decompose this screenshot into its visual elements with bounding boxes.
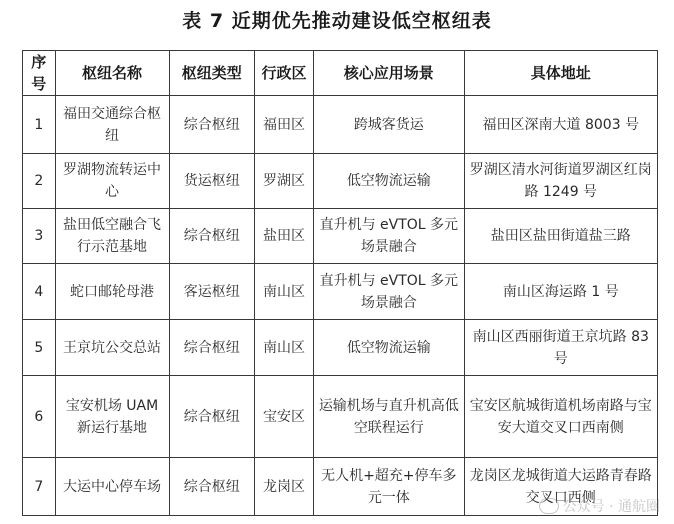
- cell-no: 4: [23, 264, 56, 320]
- cell-no: 2: [23, 154, 56, 209]
- cell-scene: 无人机+超充+停车多元一体: [314, 458, 465, 516]
- cell-address: 南山区西丽街道王京坑路 83 号: [464, 320, 657, 376]
- header-name: 枢纽名称: [55, 51, 169, 96]
- table-row: [23, 320, 658, 376]
- cell-type: 客运枢纽: [169, 264, 254, 320]
- header-type: 枢纽类型: [169, 51, 254, 96]
- cell-scene: 跨城客货运: [314, 96, 465, 154]
- cell-type: 综合枢纽: [169, 96, 254, 154]
- cell-scene: 低空物流运输: [314, 320, 465, 376]
- cell-address: 福田区深南大道 8003 号: [464, 96, 657, 154]
- cell-type: 货运枢纽: [169, 154, 254, 209]
- table-row: [23, 209, 658, 264]
- header-no: 序号: [23, 51, 56, 96]
- cell-district: 罗湖区: [255, 154, 314, 209]
- hub-table: [22, 50, 658, 516]
- cell-no: 1: [23, 96, 56, 154]
- cell-name: 盐田低空融合飞行示范基地: [55, 209, 169, 264]
- cell-district: 南山区: [255, 264, 314, 320]
- table-row: [23, 154, 658, 209]
- cell-district: 盐田区: [255, 209, 314, 264]
- cell-address: 罗湖区清水河街道罗湖区红岗路 1249 号: [464, 154, 657, 209]
- table-row: [23, 458, 658, 516]
- cell-scene: 运输机场与直升机高低空联程运行: [314, 376, 465, 458]
- cell-no: 6: [23, 376, 56, 458]
- cell-name: 宝安机场 UAM 新运行基地: [55, 376, 169, 458]
- cell-scene: 直升机与 eVTOL 多元场景融合: [314, 264, 465, 320]
- cell-name: 福田交通综合枢纽: [55, 96, 169, 154]
- watermark-text: 公众号 · 通航圈: [562, 499, 660, 515]
- cell-address: 龙岗区龙城街道大运路青春路交叉口西侧: [464, 458, 657, 516]
- cell-district: 南山区: [255, 320, 314, 376]
- cell-name: 大运中心停车场: [55, 458, 169, 516]
- cell-type: 综合枢纽: [169, 458, 254, 516]
- cell-district: 宝安区: [255, 376, 314, 458]
- table-header-row: [23, 51, 658, 96]
- cell-district: 龙岗区: [255, 458, 314, 516]
- table-row: [23, 376, 658, 458]
- cell-type: 综合枢纽: [169, 376, 254, 458]
- table-row: [23, 264, 658, 320]
- header-scene: 核心应用场景: [314, 51, 465, 96]
- cell-name: 王京坑公交总站: [55, 320, 169, 376]
- cell-type: 综合枢纽: [169, 209, 254, 264]
- header-address: 具体地址: [464, 51, 657, 96]
- cell-address: 南山区海运路 1 号: [464, 264, 657, 320]
- cell-type: 综合枢纽: [169, 320, 254, 376]
- cell-name: 罗湖物流转运中心: [55, 154, 169, 209]
- cell-scene: 直升机与 eVTOL 多元场景融合: [314, 209, 465, 264]
- cell-address: 宝安区航城街道机场南路与宝安大道交叉口西南侧: [464, 376, 657, 458]
- cell-no: 3: [23, 209, 56, 264]
- page-title: 表 7 近期优先推动建设低空枢纽表: [182, 10, 492, 32]
- cell-no: 5: [23, 320, 56, 376]
- cell-scene: 低空物流运输: [314, 154, 465, 209]
- header-district: 行政区: [255, 51, 314, 96]
- cell-address: 盐田区盐田街道盐三路: [464, 209, 657, 264]
- cell-no: 7: [23, 458, 56, 516]
- cell-district: 福田区: [255, 96, 314, 154]
- table-row: [23, 96, 658, 154]
- cell-name: 蛇口邮轮母港: [55, 264, 169, 320]
